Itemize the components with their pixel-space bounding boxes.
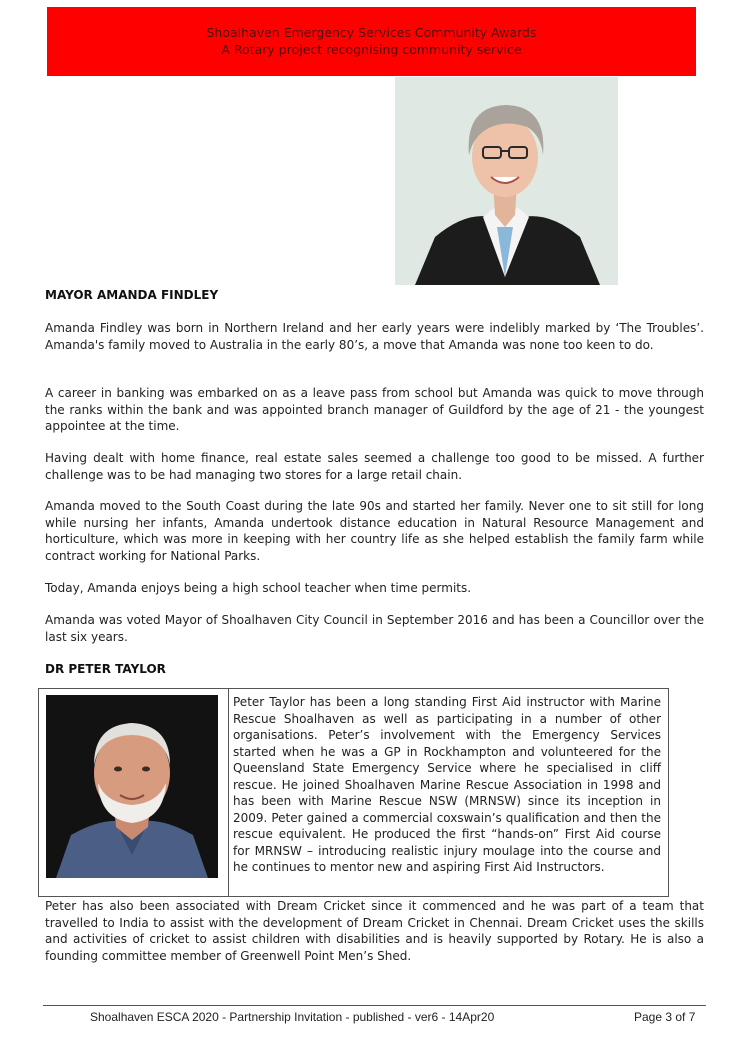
- amanda-paragraph-3: Having dealt with home finance, real estate sales seemed a challenge too good to be missed. A further challenge was to be had managing two stores for a large retail chain.: [45, 451, 704, 482]
- amanda-paragraph-1: Amanda Findley was born in Northern Ireland and her early years were indelibly marked by ‘The Troubles’. Amanda's family moved to Australia in the early 80’s, a move that Amanda was none too keen to do.: [45, 321, 704, 352]
- amanda-paragraph-4: Amanda moved to the South Coast during the late 90s and started her family. Never one to sit still for long while nursing her infants, Amanda undertook distance education in Natural Resource Management and horticulture, which was more in keeping with her country life as she helped establish the family farm while contract working for National Parks.: [45, 499, 704, 563]
- peter-taylor-photo: [46, 695, 218, 878]
- amanda-paragraph-6: Amanda was voted Mayor of Shoalhaven City Council in September 2016 and has been a Councillor over the last six years.: [45, 613, 704, 644]
- amanda-findley-photo: [395, 77, 618, 285]
- peter-taylor-bio-box: [38, 688, 669, 897]
- amanda-paragraph-2: A career in banking was embarked on as a leave pass from school but Amanda was quick to move through the ranks within the bank and was appointed branch manager of Guildford by the age of 21 - the youngest appointee at the time.: [45, 386, 704, 433]
- footer-page-number: Page 3 of 7: [634, 1010, 696, 1024]
- header-banner: [47, 7, 696, 76]
- header-subtitle: A Rotary project recognising community service: [221, 42, 522, 57]
- footer-document-info: Shoalhaven ESCA 2020 - Partnership Invitation - published - ver6 - 14Apr20: [90, 1010, 495, 1024]
- peter-taylor-bio: Peter Taylor has been a long standing First Aid instructor with Marine Rescue Shoalhaven as well as participating in a number of other organisations. Peter’s involvement with the Emergency Services started when he was a GP in Rockhampton and volunteered for the Queensland State Emergency Service where he specialised in cliff rescue. He joined Shoalhaven Marine Rescue Association in 1998 and has been with Marine Rescue NSW (MRNSW) since its inception in 2009. Peter gained a commercial coxswain’s qualification and then the rescue equivalent. He produced the first “hands-on” First Aid course for MRNSW – introducing realistic injury moulage into the course and he continues to mentor new and aspiring First Aid Instructors.: [233, 695, 661, 874]
- peter-paragraph: Peter has also been associated with Dream Cricket since it commenced and he was part of a team that travelled to India to assist with the development of Dream Cricket in Chennai. Dream Cricket uses the skills and activities of cricket to assist children with disabilities and is heavily supported by Rotary. He is also a founding committee member of Greenwell Point Men’s Shed.: [45, 899, 704, 963]
- bio-box-divider: [228, 689, 229, 896]
- heading-peter-taylor: DR PETER TAYLOR: [45, 662, 166, 676]
- amanda-paragraph-5: Today, Amanda enjoys being a high school teacher when time permits.: [45, 581, 472, 595]
- footer-divider: [43, 1005, 706, 1006]
- header-title: Shoalhaven Emergency Services Community Awards: [206, 25, 537, 40]
- heading-amanda-findley: MAYOR AMANDA FINDLEY: [45, 288, 219, 302]
